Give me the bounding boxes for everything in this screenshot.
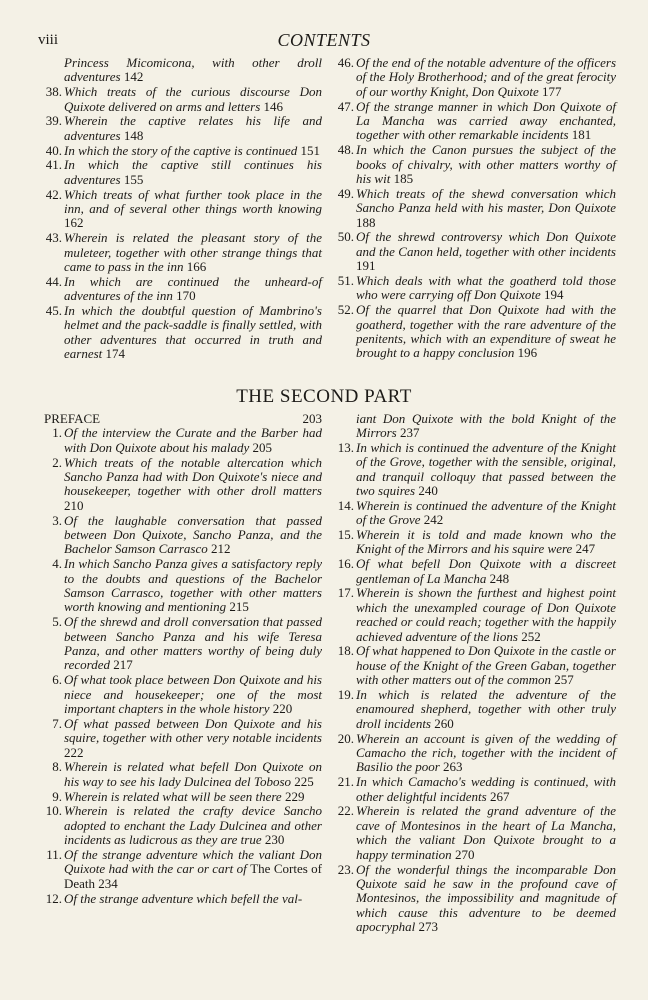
toc-entry bbox=[44, 114, 322, 143]
entry-page: 234 bbox=[98, 875, 118, 891]
entry-page: 242 bbox=[423, 512, 444, 528]
toc-entry bbox=[44, 790, 322, 804]
entry-page: 257 bbox=[554, 672, 574, 688]
toc-entry bbox=[44, 158, 322, 187]
entry-text: Of the wonderful things the incomparable Don Quixote said he saw in the profound cave of Montesinos, the impossibility and magnitude of which cause this adventure to be deemed apocryphal bbox=[356, 861, 616, 935]
chapter-number: 3. bbox=[52, 512, 62, 528]
entry-text: Of the strange adventure which befell the val- bbox=[64, 890, 303, 906]
entry-text: Wherein is related the pleasant story of the muleteer, together with other strange things that came to pass in the inn bbox=[64, 230, 322, 275]
entry-text: Wherein it is told and made known who the Knight of the Mirrors and his squire were bbox=[356, 527, 616, 557]
entry-text: In which is continued the adventure of the Knight of the Grove, together with the sensible, original, and tranquil colloquy that passed between the two squires bbox=[356, 439, 616, 499]
chapter-number: 39. bbox=[45, 113, 62, 129]
entry-text: Wherein the captive relates his life and adventures bbox=[64, 113, 322, 143]
toc-entry bbox=[44, 188, 322, 231]
chapter-number: 47. bbox=[337, 98, 354, 114]
entry-page: 155 bbox=[123, 171, 144, 187]
entry-text: Wherein an account is given of the wedding of Camacho the rich, together with the incident of Basilio the poor bbox=[356, 730, 616, 775]
entry-page: 225 bbox=[294, 773, 314, 789]
first-part-left-column bbox=[44, 56, 322, 362]
preface-page: 203 bbox=[302, 411, 322, 426]
entry-text: Which treats of the shewd conversation which Sancho Panza held with his master, Don Quixote bbox=[356, 185, 616, 216]
toc-entry bbox=[336, 274, 616, 303]
entry-page: 162 bbox=[64, 215, 84, 231]
entry-text: Of the shrewd controversy which Don Quixote and the Canon held, together with other incidents bbox=[356, 229, 616, 259]
chapter-number: 1. bbox=[52, 425, 62, 441]
entry-page: 247 bbox=[575, 541, 596, 557]
chapter-number: 38. bbox=[45, 84, 62, 100]
entry-text: In which the Canon pursues the subject of the books of chivalry, with other matters worthy of his wit bbox=[356, 142, 616, 187]
toc-entry bbox=[44, 673, 322, 716]
toc-entry bbox=[336, 732, 616, 775]
entry-text: Princess Micomicona, with other droll adventures bbox=[64, 55, 322, 85]
chapter-number: 15. bbox=[337, 527, 354, 543]
entry-page: 146 bbox=[263, 98, 284, 114]
toc-entry bbox=[44, 760, 322, 789]
chapter-number: 11. bbox=[46, 847, 62, 863]
entry-page: 210 bbox=[64, 497, 84, 513]
chapter-number: 22. bbox=[337, 803, 354, 819]
toc-entry bbox=[44, 275, 322, 304]
entry-page: 240 bbox=[418, 483, 438, 499]
toc-entry bbox=[336, 863, 616, 935]
toc-entry bbox=[336, 100, 616, 143]
toc-entry bbox=[336, 586, 616, 644]
toc-entry bbox=[44, 557, 322, 615]
second-part-right-column bbox=[336, 412, 616, 935]
chapter-number: 2. bbox=[52, 454, 62, 470]
entry-text: Of the end of the notable adventure of the officers of the Holy Brotherhood; and of the great ferocity of our worthy Knight, Don Quixote bbox=[356, 55, 616, 99]
chapter-number: 14. bbox=[337, 497, 354, 513]
entry-text: Wherein is shown the furthest and highest point which the unexampled courage of Don Quixote reached or could reach; together with the happily achieved adventure of the lions bbox=[356, 585, 616, 644]
entry-text: Of the interview the Curate and the Barber had with Don Quixote about his malady bbox=[64, 425, 322, 455]
toc-entry bbox=[336, 557, 616, 586]
toc-entry bbox=[44, 892, 322, 906]
toc-entry bbox=[336, 688, 616, 731]
chapter-number: 10. bbox=[45, 803, 62, 819]
entry-page: 191 bbox=[356, 258, 376, 274]
entry-text: Of the quarrel that Don Quixote had with the goatherd, together with the rare adventure of the penitents, which with an expenditure of sweat he brought to a happy conclusion bbox=[356, 302, 616, 361]
chapter-number: 17. bbox=[337, 585, 354, 601]
chapter-number: 20. bbox=[337, 730, 354, 746]
toc-entry bbox=[336, 441, 616, 499]
entry-page: 188 bbox=[356, 214, 376, 230]
entry-page: 181 bbox=[571, 127, 592, 143]
entry-page: 148 bbox=[123, 127, 144, 143]
preface-label: PREFACE bbox=[44, 411, 101, 426]
toc-entry bbox=[44, 426, 322, 455]
chapter-number: 19. bbox=[337, 687, 354, 703]
toc-entry bbox=[44, 85, 322, 114]
entry-text: Which treats of the curious discourse Don Quixote delivered on arms and letters bbox=[64, 84, 322, 114]
entry-page: 170 bbox=[176, 288, 196, 304]
toc-entry bbox=[336, 499, 616, 528]
chapter-number: 8. bbox=[52, 759, 62, 775]
toc-entry bbox=[336, 230, 616, 273]
chapter-number: 49. bbox=[337, 185, 354, 201]
entry-page: 267 bbox=[489, 788, 510, 804]
continued-entry bbox=[336, 412, 616, 441]
entry-page: 220 bbox=[272, 701, 293, 717]
entry-text: Of the strange manner in which Don Quixote of La Mancha was carried away enchanted, together with other remarkable incidents bbox=[356, 98, 616, 143]
chapter-number: 13. bbox=[337, 439, 354, 455]
entry-text: Which treats of what further took place in the inn, and of several other things worth knowing bbox=[64, 186, 322, 217]
toc-entry bbox=[336, 528, 616, 557]
toc-entry bbox=[44, 804, 322, 847]
entry-page: 142 bbox=[123, 69, 144, 85]
entry-page: 217 bbox=[113, 657, 133, 673]
entry-page: 263 bbox=[443, 759, 463, 775]
entry-page: 252 bbox=[521, 628, 541, 644]
entry-page: 177 bbox=[541, 83, 562, 99]
toc-entry bbox=[44, 456, 322, 514]
page-title: CONTENTS bbox=[277, 30, 371, 50]
entry-text: Wherein is related the crafty device Sancho adopted to enchant the Lady Dulcinea and other incidents as ludicrous as they are true bbox=[64, 803, 322, 848]
entry-text: Wherein is related what befell Don Quixote on his way to see his lady Dulcinea del Toboso bbox=[64, 759, 322, 789]
chapter-number: 9. bbox=[52, 788, 62, 804]
chapter-number: 23. bbox=[337, 861, 354, 877]
entry-page: 248 bbox=[489, 570, 510, 586]
chapter-number: 43. bbox=[45, 230, 62, 246]
toc-entry bbox=[336, 804, 616, 862]
entry-text: Of the shrewd and droll conversation that passed between Sancho Panza and his wife Teresa Panza, and other matters worthy of being duly recorded bbox=[64, 614, 322, 673]
chapter-number: 5. bbox=[52, 614, 62, 630]
toc-entry bbox=[336, 775, 616, 804]
entry-text: Of what befell Don Quixote with a discreet gentleman of La Mancha bbox=[356, 556, 616, 586]
entry-text: In which the captive still continues his adventures bbox=[64, 157, 322, 187]
chapter-number: 52. bbox=[337, 302, 354, 318]
entry-text: In which is related the adventure of the enamoured shepherd, together with other truly droll incidents bbox=[356, 687, 616, 731]
chapter-number: 7. bbox=[52, 715, 62, 731]
toc-entry bbox=[44, 56, 322, 85]
toc-entry bbox=[44, 848, 322, 891]
toc-entry bbox=[336, 303, 616, 361]
entry-page: 194 bbox=[544, 287, 564, 303]
page-number: viii bbox=[38, 32, 59, 48]
entry-text: Of the laughable conversation that passed between Don Quixote, Sancho Panza, and the Bachelor Samson Carrasco bbox=[64, 512, 322, 557]
toc-entry bbox=[336, 56, 616, 99]
second-part-left-column bbox=[44, 412, 322, 906]
toc-entry bbox=[44, 144, 322, 158]
entry-title-roman: The Cortes of Death bbox=[64, 861, 323, 891]
chapter-number: 40. bbox=[45, 142, 62, 158]
entry-text: In which Sancho Panza gives a satisfactory reply to the doubts and questions of the Bachelor Samson Carrasco, together with other matters worth knowing and mentioning bbox=[64, 556, 322, 615]
entry-text: Wherein is related the grand adventure of the cave of Montesinos in the heart of La Mancha, which the valiant Don Quixote brought to a happy termination bbox=[356, 803, 616, 862]
toc-entry bbox=[44, 717, 322, 760]
toc-entry bbox=[336, 644, 616, 687]
toc-entry bbox=[44, 615, 322, 673]
chapter-number: 42. bbox=[45, 186, 62, 202]
entry-page: 212 bbox=[210, 541, 231, 557]
entry-text: In which Camacho's wedding is continued, with other delightful incidents bbox=[356, 774, 616, 804]
chapter-number: 4. bbox=[52, 556, 62, 572]
running-head bbox=[38, 30, 610, 54]
entry-text: Which treats of the notable altercation which Sancho Panza had with Don Quixote's niece and housekeeper, together with other droll matters bbox=[64, 454, 322, 499]
entry-page: 215 bbox=[229, 599, 249, 615]
entry-page: 260 bbox=[434, 715, 454, 731]
entry-text: iant Don Quixote with the bold Knight of the Mirrors bbox=[356, 411, 616, 441]
chapter-number: 16. bbox=[337, 556, 354, 572]
entry-page: 237 bbox=[399, 425, 420, 441]
entry-page: 196 bbox=[517, 345, 538, 361]
entry-page: 229 bbox=[284, 788, 305, 804]
chapter-number: 45. bbox=[45, 303, 62, 319]
chapter-number: 51. bbox=[337, 273, 354, 289]
toc-entry bbox=[336, 143, 616, 186]
entry-text: In which are continued the unheard-of adventures of the inn bbox=[64, 273, 322, 304]
entry-page: 174 bbox=[105, 346, 126, 362]
entry-text: Of what took place between Don Quixote and his niece and housekeeper; one of the most important chapters in the whole history bbox=[64, 672, 322, 717]
toc-entry bbox=[44, 514, 322, 557]
entry-page: 185 bbox=[393, 171, 414, 187]
chapter-number: 50. bbox=[337, 229, 354, 245]
entry-text: Wherein is continued the adventure of the Knight of the Grove bbox=[356, 497, 616, 528]
chapter-number: 6. bbox=[52, 672, 62, 688]
entry-text: Of the strange adventure which the valiant Don Quixote had with the car or cart of bbox=[64, 847, 322, 877]
toc-entry bbox=[44, 304, 322, 362]
entry-text: Which deals with what the goatherd told those who were carrying off Don Quixote bbox=[356, 273, 616, 303]
toc-entry bbox=[336, 187, 616, 230]
chapter-number: 41. bbox=[45, 157, 62, 173]
chapter-number: 18. bbox=[337, 643, 354, 659]
entry-page: 230 bbox=[264, 832, 285, 848]
entry-page: 205 bbox=[252, 439, 272, 455]
entry-text: Of what passed between Don Quixote and his squire, together with other very notable incidents bbox=[64, 715, 322, 746]
entry-page: 166 bbox=[186, 259, 207, 275]
chapter-number: 44. bbox=[45, 273, 62, 289]
entry-text: In which the story of the captive is continued bbox=[64, 142, 298, 158]
entry-text: Wherein is related what will be seen there bbox=[64, 788, 282, 804]
chapter-number: 12. bbox=[45, 890, 62, 906]
entry-page: 151 bbox=[300, 142, 320, 158]
second-part-heading: THE SECOND PART bbox=[236, 386, 412, 407]
chapter-number: 48. bbox=[337, 142, 354, 158]
entry-text: Of what happened to Don Quixote in the castle or house of the Knight of the Green Gaban, together with other matters out of the common bbox=[356, 643, 616, 688]
first-part-right-column bbox=[336, 56, 616, 361]
entry-text: In which the doubtful question of Mambrino's helmet and the pack-saddle is finally settled, with other adventures that occurred in truth and earnest bbox=[64, 303, 322, 362]
entry-page: 222 bbox=[64, 744, 84, 760]
toc-entry bbox=[44, 231, 322, 274]
preface-entry bbox=[44, 412, 322, 426]
entry-page: 273 bbox=[418, 919, 438, 935]
entry-page: 270 bbox=[454, 846, 475, 862]
chapter-number: 46. bbox=[337, 55, 354, 70]
chapter-number: 21. bbox=[337, 774, 354, 790]
